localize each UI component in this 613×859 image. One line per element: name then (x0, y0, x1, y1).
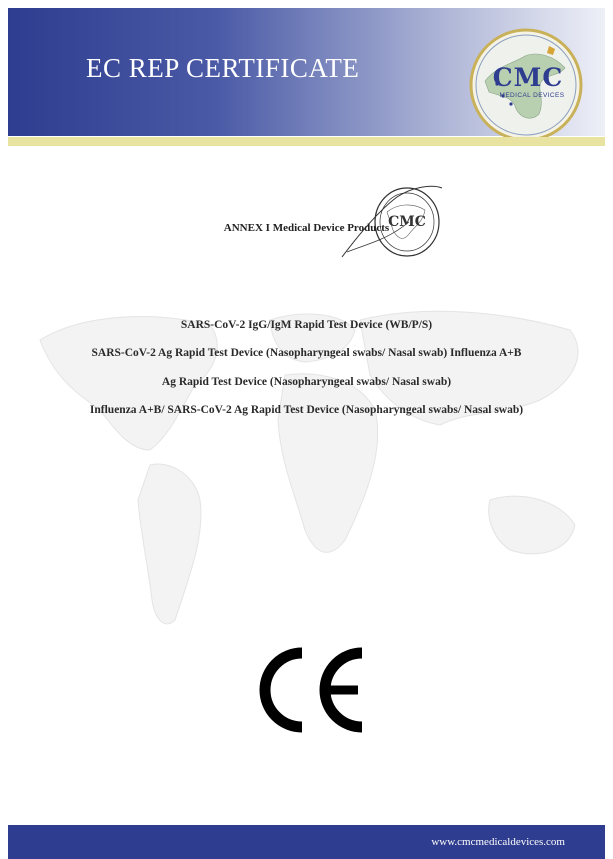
certificate-header (8, 8, 605, 136)
product-line-2: SARS-CoV-2 Ag Rapid Test Device (Nasopharyngeal swabs/ Nasal swab) Influenza A+B (91, 347, 522, 359)
product-line-1: SARS-CoV-2 IgG/IgM Rapid Test Device (WB/P/S) (180, 319, 433, 331)
ce-mark-icon (250, 645, 370, 735)
certificate-footer (8, 825, 605, 859)
header-accent-bar (8, 137, 605, 146)
product-line-3: Ag Rapid Test Device (Nasopharyngeal swabs/ Nasal swab) (161, 376, 452, 388)
logo-subtext: MEDICAL DEVICES (499, 92, 565, 99)
annex-title: ANNEX I Medical Device Products (223, 222, 390, 234)
certificate-title: EC REP CERTIFICATE (86, 53, 360, 83)
website-link[interactable]: www.cmcmedicaldevices.com (431, 836, 565, 848)
stamp-text: CMC (388, 214, 426, 230)
logo-text: CMC (492, 63, 564, 92)
product-line-4: Influenza A+B/ SARS-CoV-2 Ag Rapid Test Device (Nasopharyngeal swabs/ Nasal swab) (89, 404, 524, 416)
